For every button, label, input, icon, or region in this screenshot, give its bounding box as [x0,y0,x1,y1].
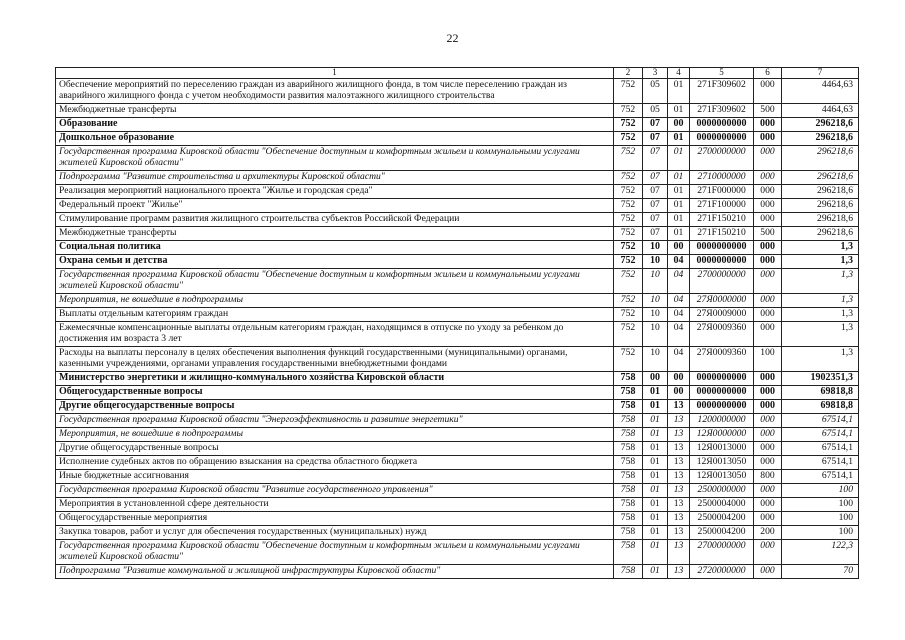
row-expense-type-cell: 000 [754,240,782,254]
row-subsection-cell: 01 [668,103,690,117]
row-section-cell: 10 [643,240,668,254]
row-name-cell: Стимулирование программ развития жилищного строительства субъектов Российской Федерации [56,212,614,226]
row-amount-cell: 70 [782,564,859,578]
table-row [56,371,859,385]
row-name-cell: Министерство энергетики и жилищно-коммунального хозяйства Кировской области [56,371,614,385]
row-section-cell: 01 [643,564,668,578]
row-expense-type-cell: 000 [754,497,782,511]
row-name-cell: Межбюджетные трансферты [56,103,614,117]
row-expense-type-cell: 000 [754,145,782,170]
row-target-article-cell: 2700000000 [690,539,754,564]
row-section-cell: 01 [643,469,668,483]
row-section-cell: 10 [643,346,668,371]
row-ministry-code-cell: 758 [614,497,643,511]
row-ministry-code-cell: 752 [614,346,643,371]
row-amount-cell: 296218,6 [782,170,859,184]
row-target-article-cell: 0000000000 [690,131,754,145]
row-target-article-cell: 2500004200 [690,525,754,539]
budget-table [55,67,859,579]
row-expense-type-cell: 000 [754,455,782,469]
row-subsection-cell: 01 [668,145,690,170]
row-amount-cell: 1,3 [782,321,859,346]
row-ministry-code-cell: 758 [614,483,643,497]
row-ministry-code-cell: 752 [614,293,643,307]
row-section-cell: 10 [643,268,668,293]
row-expense-type-cell: 000 [754,117,782,131]
row-section-cell: 07 [643,145,668,170]
table-row [56,483,859,497]
table-row [56,198,859,212]
row-name-cell: Государственная программа Кировской области "Обеспечение доступным и комфортным жильем и коммунальными услугами жителей Кировской области" [56,539,614,564]
column-header-3: 3 [643,68,668,79]
row-ministry-code-cell: 758 [614,511,643,525]
row-name-cell: Общегосударственные вопросы [56,385,614,399]
row-target-article-cell: 27Я0009360 [690,321,754,346]
row-target-article-cell: 271F100000 [690,198,754,212]
row-subsection-cell: 01 [668,226,690,240]
row-expense-type-cell: 800 [754,469,782,483]
row-ministry-code-cell: 752 [614,198,643,212]
row-section-cell: 07 [643,170,668,184]
row-section-cell: 01 [643,525,668,539]
row-amount-cell: 100 [782,511,859,525]
row-expense-type-cell: 000 [754,371,782,385]
row-amount-cell: 67514,1 [782,441,859,455]
row-target-article-cell: 27Я0000000 [690,293,754,307]
row-name-cell: Другие общегосударственные вопросы [56,441,614,455]
row-ministry-code-cell: 752 [614,226,643,240]
row-name-cell: Дошкольное образование [56,131,614,145]
row-name-cell: Реализация мероприятий национального проекта "Жилье и городская среда" [56,184,614,198]
row-expense-type-cell: 000 [754,511,782,525]
row-ministry-code-cell: 758 [614,539,643,564]
table-row [56,131,859,145]
row-target-article-cell: 0000000000 [690,117,754,131]
column-header-2: 2 [614,68,643,79]
row-ministry-code-cell: 752 [614,145,643,170]
row-target-article-cell: 0000000000 [690,254,754,268]
column-header-1: 1 [56,68,614,79]
row-ministry-code-cell: 758 [614,371,643,385]
table-row [56,184,859,198]
row-section-cell: 01 [643,497,668,511]
row-name-cell: Мероприятия в установленной сфере деятельности [56,497,614,511]
row-name-cell: Образование [56,117,614,131]
row-name-cell: Другие общегосударственные вопросы [56,399,614,413]
row-subsection-cell: 01 [668,212,690,226]
row-section-cell: 01 [643,427,668,441]
row-expense-type-cell: 000 [754,293,782,307]
table-row [56,103,859,117]
row-subsection-cell: 00 [668,371,690,385]
row-amount-cell: 296218,6 [782,198,859,212]
row-amount-cell: 67514,1 [782,469,859,483]
row-amount-cell: 1,3 [782,254,859,268]
row-amount-cell: 4464,63 [782,103,859,117]
row-subsection-cell: 00 [668,240,690,254]
row-name-cell: Выплаты отдельным категориям граждан [56,307,614,321]
table-row [56,511,859,525]
row-section-cell: 01 [643,385,668,399]
table-row [56,469,859,483]
row-ministry-code-cell: 752 [614,103,643,117]
row-ministry-code-cell: 758 [614,399,643,413]
row-section-cell: 10 [643,321,668,346]
row-name-cell: Государственная программа Кировской области "Энергоэффективность и развитие энергетики" [56,413,614,427]
row-section-cell: 01 [643,413,668,427]
row-subsection-cell: 04 [668,268,690,293]
row-name-cell: Охрана семьи и детства [56,254,614,268]
row-amount-cell: 1,3 [782,346,859,371]
row-subsection-cell: 04 [668,346,690,371]
row-section-cell: 07 [643,212,668,226]
row-expense-type-cell: 000 [754,483,782,497]
row-amount-cell: 69818,8 [782,385,859,399]
row-name-cell: Иные бюджетные ассигнования [56,469,614,483]
row-section-cell: 07 [643,184,668,198]
row-expense-type-cell: 500 [754,226,782,240]
row-section-cell: 07 [643,117,668,131]
row-expense-type-cell: 000 [754,170,782,184]
row-ministry-code-cell: 758 [614,564,643,578]
row-name-cell: Закупка товаров, работ и услуг для обеспечения государственных (муниципальных) нужд [56,525,614,539]
row-ministry-code-cell: 752 [614,184,643,198]
table-row [56,321,859,346]
row-name-cell: Мероприятия, не вошедшие в подпрограммы [56,427,614,441]
row-name-cell: Государственная программа Кировской области "Обеспечение доступным и комфортным жильем и коммунальными услугами жителей Кировской области" [56,145,614,170]
row-name-cell: Исполнение судебных актов по обращению взыскания на средства областного бюджета [56,455,614,469]
row-amount-cell: 1902351,3 [782,371,859,385]
row-section-cell: 07 [643,226,668,240]
page-number: 22 [446,31,459,45]
row-ministry-code-cell: 758 [614,469,643,483]
row-subsection-cell: 00 [668,385,690,399]
row-section-cell: 05 [643,78,668,103]
row-target-article-cell: 271F150210 [690,226,754,240]
row-expense-type-cell: 000 [754,385,782,399]
table-row [56,525,859,539]
row-target-article-cell: 12Я0013050 [690,469,754,483]
row-ministry-code-cell: 752 [614,212,643,226]
row-subsection-cell: 13 [668,539,690,564]
row-subsection-cell: 00 [668,117,690,131]
row-subsection-cell: 13 [668,525,690,539]
row-ministry-code-cell: 758 [614,525,643,539]
table-row [56,254,859,268]
row-ministry-code-cell: 758 [614,385,643,399]
row-subsection-cell: 01 [668,184,690,198]
column-header-4: 4 [668,68,690,79]
table-row [56,307,859,321]
table-row [56,497,859,511]
row-expense-type-cell: 000 [754,307,782,321]
row-section-cell: 10 [643,307,668,321]
row-expense-type-cell: 100 [754,346,782,371]
row-subsection-cell: 13 [668,455,690,469]
row-name-cell: Мероприятия, не вошедшие в подпрограммы [56,293,614,307]
row-target-article-cell: 0000000000 [690,399,754,413]
row-expense-type-cell: 200 [754,525,782,539]
row-expense-type-cell: 000 [754,254,782,268]
row-subsection-cell: 01 [668,198,690,212]
row-ministry-code-cell: 752 [614,78,643,103]
table-row [56,399,859,413]
table-row [56,346,859,371]
row-amount-cell: 69818,8 [782,399,859,413]
row-amount-cell: 122,3 [782,539,859,564]
table-row [56,455,859,469]
row-subsection-cell: 01 [668,131,690,145]
table-row [56,293,859,307]
row-amount-cell: 67514,1 [782,427,859,441]
row-expense-type-cell: 000 [754,212,782,226]
row-subsection-cell: 13 [668,511,690,525]
row-expense-type-cell: 000 [754,131,782,145]
row-section-cell: 01 [643,441,668,455]
table-row [56,413,859,427]
row-amount-cell: 100 [782,525,859,539]
row-amount-cell: 296218,6 [782,212,859,226]
row-target-article-cell: 0000000000 [690,240,754,254]
row-target-article-cell: 27Я0009000 [690,307,754,321]
row-expense-type-cell: 500 [754,103,782,117]
row-name-cell: Расходы на выплаты персоналу в целях обеспечения выполнения функций государственными (муниципальными) органами, казенными учреждениями, органами управления государственными внебюджетными фондами [56,346,614,371]
row-section-cell: 01 [643,399,668,413]
row-name-cell: Подпрограмма "Развитие коммунальной и жилищной инфраструктуры Кировской области" [56,564,614,578]
column-header-7: 7 [782,68,859,79]
row-target-article-cell: 12Я0013050 [690,455,754,469]
row-subsection-cell: 04 [668,321,690,346]
row-expense-type-cell: 000 [754,321,782,346]
row-name-cell: Государственная программа Кировской области "Обеспечение доступным и комфортным жильем и коммунальными услугами жителей Кировской области" [56,268,614,293]
row-target-article-cell: 2720000000 [690,564,754,578]
row-expense-type-cell: 000 [754,399,782,413]
table-row [56,226,859,240]
table-row [56,441,859,455]
row-ministry-code-cell: 752 [614,321,643,346]
row-subsection-cell: 04 [668,254,690,268]
row-name-cell: Социальная политика [56,240,614,254]
row-name-cell: Общегосударственные мероприятия [56,511,614,525]
table-row [56,212,859,226]
table-row [56,427,859,441]
row-expense-type-cell: 000 [754,427,782,441]
row-ministry-code-cell: 752 [614,254,643,268]
row-amount-cell: 4464,63 [782,78,859,103]
row-name-cell: Подпрограмма "Развитие строительства и архитектуры Кировской области" [56,170,614,184]
row-section-cell: 01 [643,511,668,525]
row-name-cell: Ежемесячные компенсационные выплаты отдельным категориям граждан, находящимся в отпуске по уходу за ребенком до достижения им возраста 3 лет [56,321,614,346]
row-section-cell: 07 [643,198,668,212]
row-amount-cell: 296218,6 [782,184,859,198]
row-expense-type-cell: 000 [754,564,782,578]
column-header-6: 6 [754,68,782,79]
row-section-cell: 07 [643,131,668,145]
row-ministry-code-cell: 752 [614,240,643,254]
row-amount-cell: 100 [782,483,859,497]
row-target-article-cell: 0000000000 [690,385,754,399]
row-expense-type-cell: 000 [754,78,782,103]
table-row [56,564,859,578]
row-ministry-code-cell: 752 [614,117,643,131]
row-subsection-cell: 13 [668,413,690,427]
row-subsection-cell: 13 [668,399,690,413]
table-row [56,78,859,103]
row-section-cell: 01 [643,483,668,497]
row-target-article-cell: 2500004200 [690,511,754,525]
row-amount-cell: 296218,6 [782,117,859,131]
row-section-cell: 05 [643,103,668,117]
row-subsection-cell: 13 [668,564,690,578]
row-ministry-code-cell: 752 [614,307,643,321]
table-row [56,240,859,254]
row-subsection-cell: 01 [668,78,690,103]
row-section-cell: 01 [643,455,668,469]
row-ministry-code-cell: 758 [614,413,643,427]
row-name-cell: Государственная программа Кировской области "Развитие государственного управления" [56,483,614,497]
row-name-cell: Обеспечение мероприятий по переселению граждан из аварийного жилищного фонда, в том числе переселению граждан из аварийного жилищного фонда с учетом необходимости развития малоэтажного жилищного строительства [56,78,614,103]
row-subsection-cell: 13 [668,427,690,441]
row-expense-type-cell: 000 [754,268,782,293]
row-amount-cell: 296218,6 [782,131,859,145]
row-subsection-cell: 04 [668,293,690,307]
row-target-article-cell: 2500000000 [690,483,754,497]
row-expense-type-cell: 000 [754,413,782,427]
table-row [56,145,859,170]
row-target-article-cell: 12Я0000000 [690,427,754,441]
row-target-article-cell: 271F309602 [690,78,754,103]
row-subsection-cell: 01 [668,170,690,184]
row-subsection-cell: 13 [668,441,690,455]
row-amount-cell: 67514,1 [782,455,859,469]
row-amount-cell: 296218,6 [782,145,859,170]
table-row [56,170,859,184]
table-row [56,385,859,399]
row-expense-type-cell: 000 [754,184,782,198]
row-ministry-code-cell: 758 [614,441,643,455]
row-amount-cell: 100 [782,497,859,511]
row-expense-type-cell: 000 [754,198,782,212]
row-ministry-code-cell: 752 [614,268,643,293]
row-amount-cell: 67514,1 [782,413,859,427]
row-target-article-cell: 12Я0013000 [690,441,754,455]
row-target-article-cell: 1200000000 [690,413,754,427]
row-subsection-cell: 13 [668,469,690,483]
row-section-cell: 01 [643,539,668,564]
row-amount-cell: 1,3 [782,293,859,307]
row-target-article-cell: 2500004000 [690,497,754,511]
row-target-article-cell: 271F000000 [690,184,754,198]
row-target-article-cell: 2700000000 [690,268,754,293]
table-row [56,268,859,293]
row-name-cell: Межбюджетные трансферты [56,226,614,240]
row-amount-cell: 1,3 [782,268,859,293]
column-header-5: 5 [690,68,754,79]
row-subsection-cell: 13 [668,497,690,511]
row-section-cell: 00 [643,371,668,385]
table-row [56,539,859,564]
row-amount-cell: 1,3 [782,307,859,321]
row-target-article-cell: 27Я0009360 [690,346,754,371]
row-ministry-code-cell: 758 [614,427,643,441]
row-target-article-cell: 0000000000 [690,371,754,385]
row-ministry-code-cell: 758 [614,455,643,469]
row-amount-cell: 1,3 [782,240,859,254]
row-target-article-cell: 271F309602 [690,103,754,117]
row-subsection-cell: 04 [668,307,690,321]
table-row [56,117,859,131]
table-header-row [56,68,859,79]
row-section-cell: 10 [643,293,668,307]
row-ministry-code-cell: 752 [614,131,643,145]
row-subsection-cell: 13 [668,483,690,497]
row-name-cell: Федеральный проект "Жилье" [56,198,614,212]
row-ministry-code-cell: 752 [614,170,643,184]
row-target-article-cell: 2700000000 [690,145,754,170]
row-target-article-cell: 2710000000 [690,170,754,184]
row-section-cell: 10 [643,254,668,268]
row-expense-type-cell: 000 [754,441,782,455]
row-expense-type-cell: 000 [754,539,782,564]
row-target-article-cell: 271F150210 [690,212,754,226]
row-amount-cell: 296218,6 [782,226,859,240]
